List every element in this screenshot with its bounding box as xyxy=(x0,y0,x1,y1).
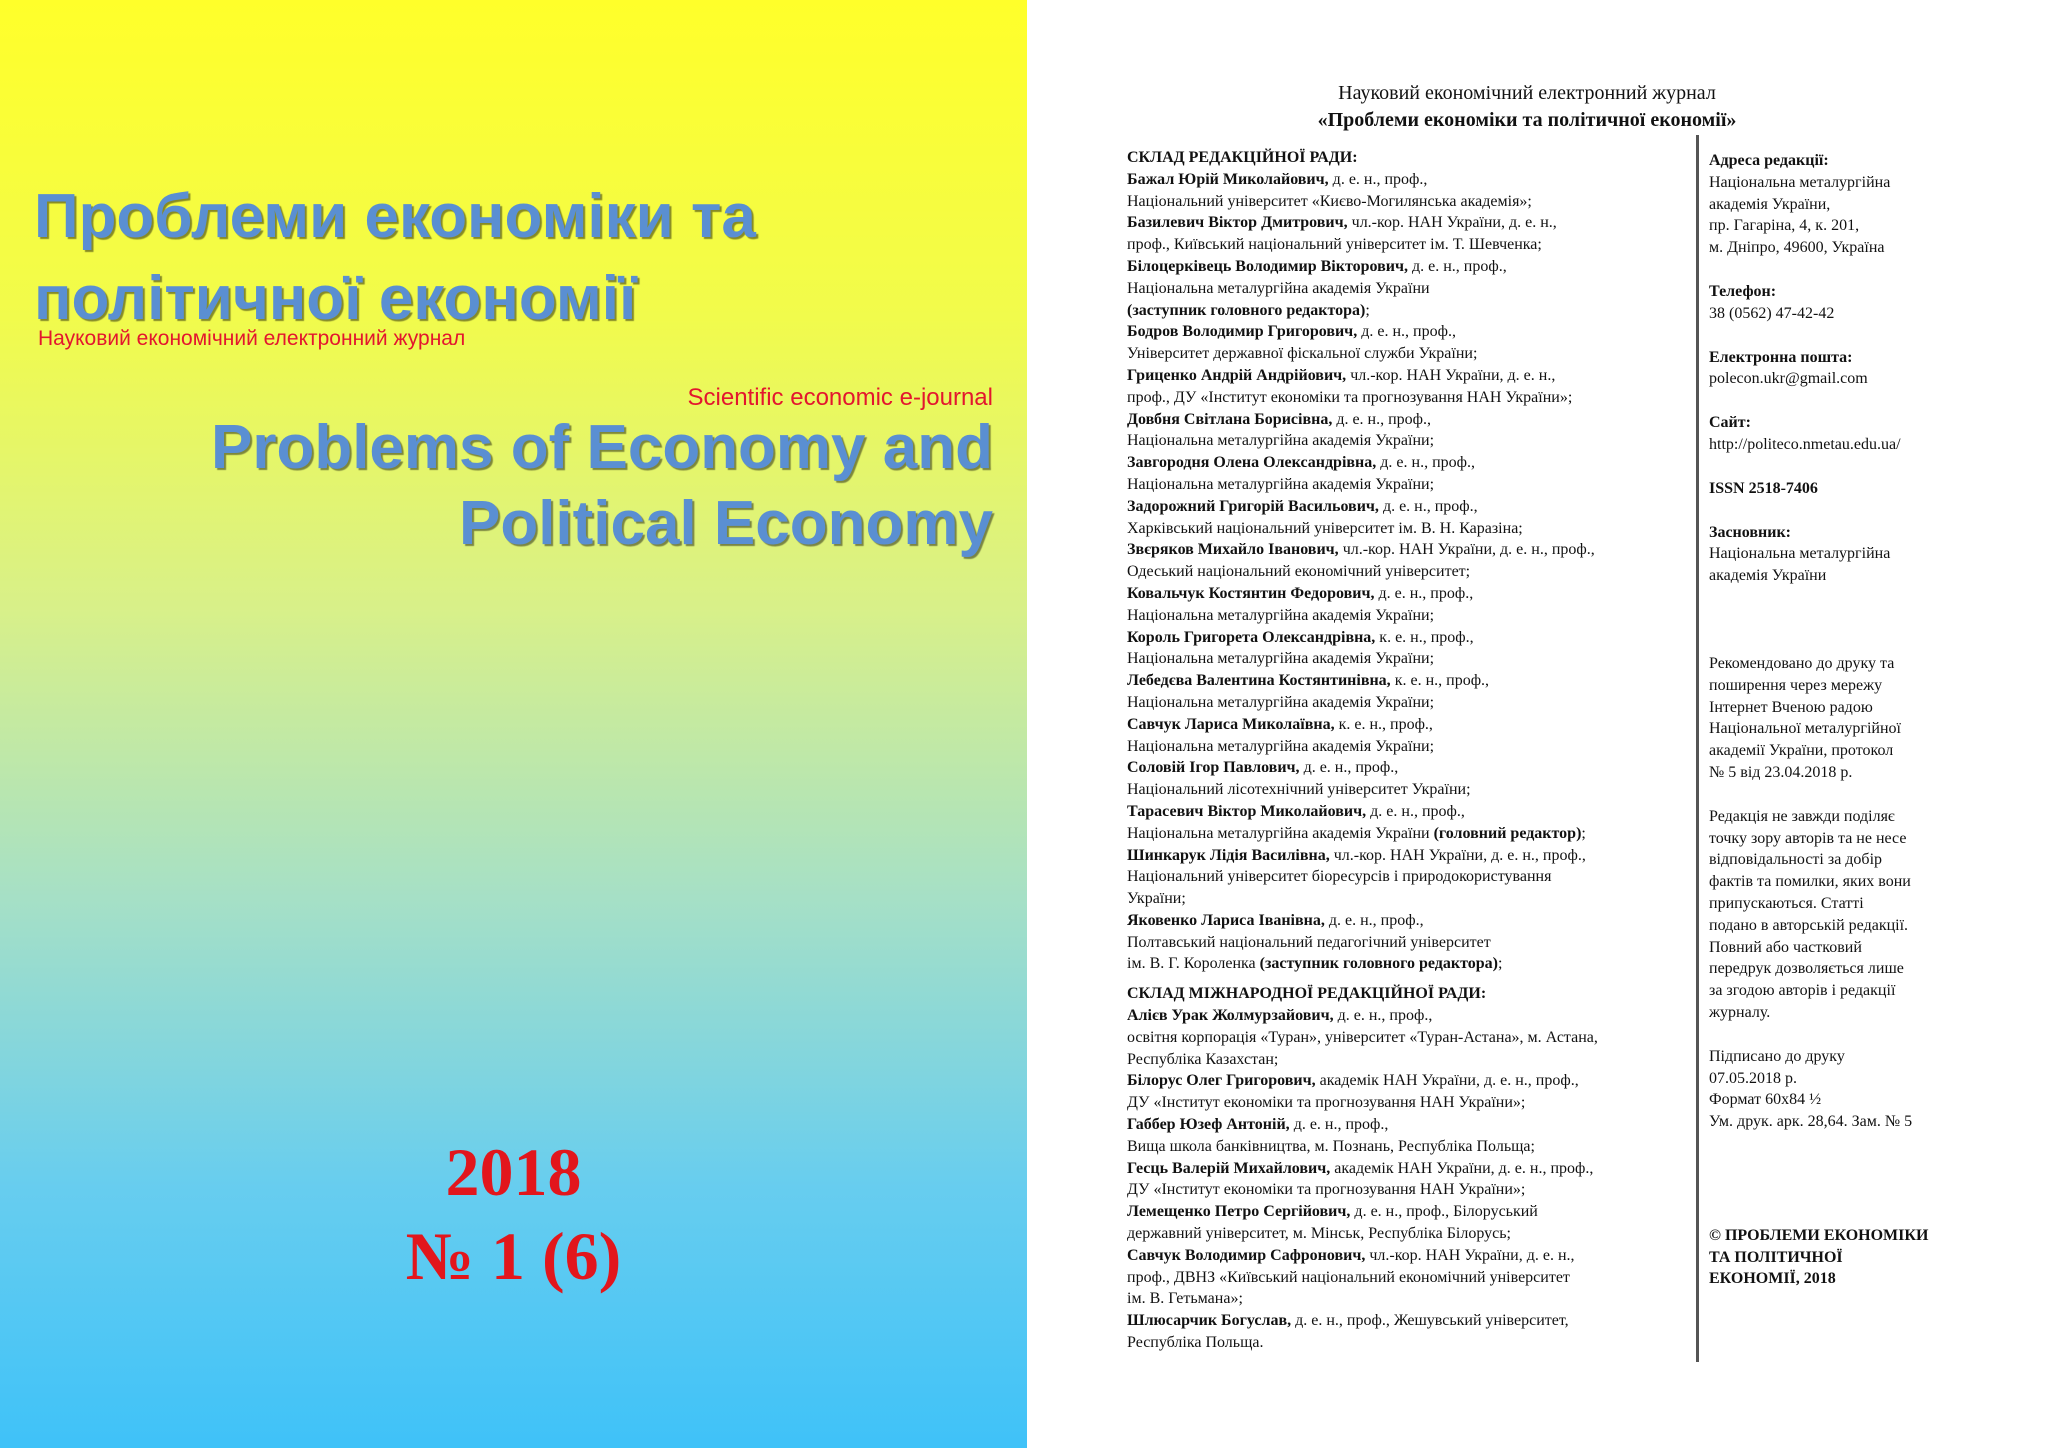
member-first-line xyxy=(1127,212,1717,234)
member-name: Лебедєва Валентина Костянтинівна, xyxy=(1127,672,1391,690)
member-name: Лемещенко Петро Сергійович, xyxy=(1127,1203,1351,1221)
member-first-line xyxy=(1127,1005,1717,1027)
member-name: Завгородня Олена Олександрівна, xyxy=(1127,454,1377,472)
email-value[interactable]: polecon.ukr@gmail.com xyxy=(1709,370,1868,388)
email-block xyxy=(1709,347,1954,391)
recommendation-lines xyxy=(1709,653,1954,784)
imprint-page xyxy=(1027,0,2048,1448)
member-affiliation xyxy=(1127,605,1717,627)
member-first-line xyxy=(1127,1158,1717,1180)
member-affiliation xyxy=(1127,1223,1717,1245)
member-degree: чл.-кор. НАН України, д. е. н., проф., xyxy=(1329,846,1586,864)
member-name: Король Григорета Олександрівна, xyxy=(1127,628,1376,646)
member-degree: чл.-кор. НАН України, д. е. н., xyxy=(1347,214,1557,232)
member-affiliation xyxy=(1127,1092,1717,1114)
text-line: фактів та помилки, яких вони xyxy=(1709,873,1911,891)
affiliation-text: Національний університет «Києво-Могилянська академія»; xyxy=(1127,192,1532,210)
affiliation-text: ДУ «Інститут економіки та прогнозування НАН України»; xyxy=(1127,1181,1526,1199)
member-first-line xyxy=(1127,1201,1717,1223)
cover-title-en-line1: Problems of Economy and xyxy=(210,413,993,482)
address-lines xyxy=(1709,172,1954,259)
column-divider xyxy=(1696,135,1699,1362)
member-name: Довбня Світлана Борисівна, xyxy=(1127,410,1333,428)
member-name: Тарасевич Віктор Миколайович, xyxy=(1127,802,1367,820)
text-line: Інтернет Вченою радою xyxy=(1709,698,1873,716)
text-line: академія України xyxy=(1709,567,1827,585)
member-degree: д. е. н., проф., xyxy=(1376,454,1475,472)
text-line: Повний або частковий xyxy=(1709,938,1862,956)
text-line: Національна металургійна xyxy=(1709,545,1891,563)
text-line: Формат 60х84 ½ xyxy=(1709,1091,1822,1109)
member-affiliation xyxy=(1127,191,1717,213)
board-member xyxy=(1127,256,1717,321)
member-first-line xyxy=(1127,714,1717,736)
member-affiliation xyxy=(1127,1179,1717,1201)
member-first-line xyxy=(1127,670,1717,692)
affiliation-text: Національна металургійна академія України; xyxy=(1127,475,1435,493)
board-member xyxy=(1127,1114,1717,1158)
affiliation-text: Національна металургійна академія України; xyxy=(1127,650,1435,668)
member-role: (заступник головного редактора) xyxy=(1127,301,1366,319)
board-member xyxy=(1127,910,1717,975)
member-degree: д. е. н., проф., xyxy=(1366,802,1465,820)
copyright-block xyxy=(1709,1225,1954,1290)
board-member xyxy=(1127,845,1717,910)
member-name: Савчук Володимир Сафронович, xyxy=(1127,1246,1366,1264)
member-degree: д. е. н., проф., xyxy=(1324,911,1424,929)
member-degree: к. е. н., проф., xyxy=(1334,715,1433,733)
disclaimer-lines xyxy=(1709,806,1954,1024)
member-first-line xyxy=(1127,801,1717,823)
cover-title-ua xyxy=(34,176,756,340)
member-first-line xyxy=(1127,321,1717,343)
member-name: Бодров Володимир Григорович, xyxy=(1127,323,1358,341)
member-name: Шлюсарчик Богуслав, xyxy=(1127,1312,1292,1330)
member-affiliation xyxy=(1127,648,1717,670)
text-line: ТА ПОЛІТИЧНОЇ xyxy=(1709,1248,1843,1266)
member-name: Білорус Олег Григорович, xyxy=(1127,1072,1316,1090)
member-name: Бажал Юрій Миколайович, xyxy=(1127,170,1329,188)
text-line: Ум. друк. арк. 28,64. Зам. № 5 xyxy=(1709,1113,1913,1131)
board-member xyxy=(1127,539,1717,583)
member-degree: академік НАН України, д. е. н., проф., xyxy=(1315,1072,1579,1090)
address-block xyxy=(1709,150,1954,259)
affiliation-text: проф., ДУ «Інститут економіки та прогнозування НАН України»; xyxy=(1127,388,1573,406)
member-affiliation xyxy=(1127,932,1717,954)
site-link[interactable]: http://politeco.nmetau.edu.ua/ xyxy=(1709,435,1901,453)
board-member xyxy=(1127,321,1717,365)
member-affiliation xyxy=(1127,234,1717,256)
member-affiliation xyxy=(1127,866,1717,888)
board-member xyxy=(1127,583,1717,627)
board-member xyxy=(1127,496,1717,540)
member-degree: д. е. н., проф., xyxy=(1289,1116,1389,1134)
header-line1: Науковий економічний електронний журнал xyxy=(1338,82,1716,104)
cover-title-en xyxy=(211,410,993,562)
cover-issue-block xyxy=(0,1130,1027,1298)
site-label: Сайт: xyxy=(1709,414,1751,432)
affiliation-text: Харківський національний університет ім. В. Н. Каразіна; xyxy=(1127,519,1523,537)
member-first-line xyxy=(1127,452,1717,474)
member-degree: д. е. н., проф., xyxy=(1374,584,1474,602)
member-affiliation xyxy=(1127,1332,1717,1354)
member-degree: д. е. н., проф., xyxy=(1407,257,1507,275)
text-line: академії України, протокол xyxy=(1709,742,1894,760)
member-affiliation xyxy=(1127,736,1717,758)
member-affiliation xyxy=(1127,518,1717,540)
member-first-line xyxy=(1127,365,1717,387)
member-first-line xyxy=(1127,910,1717,932)
member-name: Алієв Урак Жолмурзайович, xyxy=(1127,1007,1334,1025)
affiliation-text: Національний лісотехнічний університет України; xyxy=(1127,781,1471,799)
phone-label: Телефон: xyxy=(1709,282,1777,300)
member-name: Шинкарук Лідія Василівна, xyxy=(1127,846,1330,864)
member-affiliation xyxy=(1127,1136,1717,1158)
text-line: передрук дозволяється лише xyxy=(1709,960,1904,978)
text-line: журналу. xyxy=(1709,1003,1771,1021)
affiliation-text: Національний університет біоресурсів і природокористування xyxy=(1127,868,1552,886)
board-member xyxy=(1127,212,1717,256)
member-first-line xyxy=(1127,1114,1717,1136)
disclaimer-block xyxy=(1709,806,1954,1024)
member-role: (заступник головного редактора) xyxy=(1259,955,1498,973)
cover-issue-number: № 1 (6) xyxy=(405,1218,622,1294)
member-name: Ковальчук Костянтин Федорович, xyxy=(1127,584,1375,602)
member-first-line xyxy=(1127,496,1717,518)
member-degree: чл.-кор. НАН України, д. е. н., xyxy=(1365,1246,1575,1264)
member-name: Звєряков Михайло Іванович, xyxy=(1127,541,1339,559)
cover-title-ua-line2: політичної економії xyxy=(34,264,637,333)
affiliation-text: Національна металургійна академія України; xyxy=(1127,432,1435,450)
member-name: Яковенко Лариса Іванівна, xyxy=(1127,911,1325,929)
affiliation-text: ДУ «Інститут економіки та прогнозування НАН України»; xyxy=(1127,1094,1526,1112)
cover-subtitle-ua: Науковий економічний електронний журнал xyxy=(38,327,466,350)
affiliation-text: Республіка Польща. xyxy=(1127,1334,1264,1352)
board-members-list xyxy=(1127,169,1717,975)
punct: ; xyxy=(1365,301,1370,319)
affiliation-text: Національна металургійна академія України; xyxy=(1127,606,1435,624)
page-header xyxy=(1027,80,2027,134)
member-first-line xyxy=(1127,1310,1717,1332)
member-degree: д. е. н., проф., Білоруський xyxy=(1350,1203,1538,1221)
member-role-line xyxy=(1127,953,1717,975)
text-line: Національна металургійна xyxy=(1709,173,1891,191)
member-degree: д. е. н., проф., Жешувський університет, xyxy=(1291,1312,1569,1330)
board-member xyxy=(1127,452,1717,496)
member-affiliation xyxy=(1127,278,1717,300)
affiliation-text: України; xyxy=(1127,890,1186,908)
member-affiliation xyxy=(1127,1267,1717,1289)
text-line: припускаються. Статті xyxy=(1709,894,1864,912)
member-degree: к. е. н., проф., xyxy=(1375,628,1474,646)
imprint-sidebar xyxy=(1709,150,1954,1312)
text-line: Національної металургійної xyxy=(1709,720,1901,738)
board-member xyxy=(1127,409,1717,453)
member-affiliation xyxy=(1127,1288,1717,1310)
founder-label: Засновник: xyxy=(1709,523,1791,541)
member-affiliation xyxy=(1127,823,1717,845)
punct: ; xyxy=(1497,955,1503,973)
member-degree: чл.-кор. НАН України, д. е. н., проф., xyxy=(1338,541,1595,559)
board-member xyxy=(1127,1005,1717,1070)
member-affiliation xyxy=(1127,561,1717,583)
punct: ; xyxy=(1581,824,1586,842)
affiliation-text: Університет державної фіскальної служби України; xyxy=(1127,345,1478,363)
text-line: відповідальності за добір xyxy=(1709,851,1883,869)
cover-title-en-line2: Political Economy xyxy=(458,489,993,558)
affiliation-text: ім. В. Г. Короленка xyxy=(1127,955,1260,973)
copyright-lines xyxy=(1709,1225,1954,1290)
member-name: Савчук Лариса Миколаївна, xyxy=(1127,715,1335,733)
member-degree: академік НАН України, д. е. н., проф., xyxy=(1330,1159,1594,1177)
board-member xyxy=(1127,1158,1717,1202)
text-line: ЕКОНОМІЇ, 2018 xyxy=(1709,1270,1836,1288)
cover-subtitle-en: Scientific economic e-journal xyxy=(687,384,993,411)
member-first-line xyxy=(1127,169,1717,191)
affiliation-text: освітня корпорація «Туран», університет «Туран-Астана», м. Астана, xyxy=(1127,1028,1598,1046)
member-role: (головний редактор) xyxy=(1429,824,1582,842)
member-name: Гриценко Андрій Андрійович, xyxy=(1127,366,1347,384)
board-member xyxy=(1127,1310,1717,1354)
text-line: поширення через мережу xyxy=(1709,676,1883,694)
member-first-line xyxy=(1127,627,1717,649)
member-degree: д. е. н., проф., xyxy=(1357,323,1456,341)
editorial-boards xyxy=(1127,147,1717,1354)
affiliation-text: державний університет, м. Мінськ, Республіка Білорусь; xyxy=(1127,1225,1511,1243)
affiliation-text: Одеський національний економічний університет; xyxy=(1127,563,1471,581)
affiliation-text: проф., ДВНЗ «Київський національний економічний університет xyxy=(1127,1268,1570,1286)
text-line: академія України, xyxy=(1709,195,1831,213)
intl-board-heading: СКЛАД МІЖНАРОДНОЇ РЕДАКЦІЙНОЇ РАДИ: xyxy=(1127,985,1487,1003)
print-info-lines xyxy=(1709,1046,1954,1133)
intl-board-members-list xyxy=(1127,1005,1717,1354)
phone-block xyxy=(1709,281,1954,325)
member-degree: д. е. н., проф., xyxy=(1332,410,1432,428)
text-line: пр. Гагаріна, 4, к. 201, xyxy=(1709,217,1860,235)
member-affiliation xyxy=(1127,888,1717,910)
text-line: Підписано до друку xyxy=(1709,1047,1845,1065)
text-line: © ПРОБЛЕМИ ЕКОНОМІКИ xyxy=(1709,1226,1929,1244)
member-first-line xyxy=(1127,539,1717,561)
cover-title-ua-line1: Проблеми економіки та xyxy=(34,182,756,251)
issn-block xyxy=(1709,478,1954,500)
board-member xyxy=(1127,627,1717,671)
text-line: Рекомендовано до друку та xyxy=(1709,654,1895,672)
member-degree: д. е. н., проф., xyxy=(1378,497,1478,515)
member-affiliation xyxy=(1127,692,1717,714)
affiliation-text: Національна металургійна академія України; xyxy=(1127,737,1435,755)
affiliation-text: Національна металургійна академія України xyxy=(1127,824,1430,842)
board-member xyxy=(1127,1201,1717,1245)
board-member xyxy=(1127,714,1717,758)
founder-block xyxy=(1709,522,1954,587)
board-member xyxy=(1127,1245,1717,1310)
member-first-line xyxy=(1127,583,1717,605)
member-first-line xyxy=(1127,1070,1717,1092)
site-block xyxy=(1709,412,1954,456)
print-info-block xyxy=(1709,1046,1954,1133)
text-line: № 5 від 23.04.2018 р. xyxy=(1709,763,1853,781)
issn-value: ISSN 2518-7406 xyxy=(1709,479,1818,497)
text-line: 07.05.2018 р. xyxy=(1709,1069,1797,1087)
member-affiliation xyxy=(1127,343,1717,365)
member-affiliation xyxy=(1127,430,1717,452)
text-line: Редакція не завжди поділяє xyxy=(1709,807,1895,825)
member-name: Гесць Валерій Михайлович, xyxy=(1127,1159,1331,1177)
member-first-line xyxy=(1127,757,1717,779)
member-name: Задорожний Григорій Васильович, xyxy=(1127,497,1379,515)
text-line: подано в авторській редакції. xyxy=(1709,916,1909,934)
member-first-line xyxy=(1127,256,1717,278)
phone-value: 38 (0562) 47-42-42 xyxy=(1709,304,1835,322)
email-label: Електронна пошта: xyxy=(1709,348,1853,366)
affiliation-text: Національна металургійна академія України; xyxy=(1127,693,1435,711)
founder-lines xyxy=(1709,543,1954,587)
cover-year: 2018 xyxy=(445,1134,582,1210)
board-member xyxy=(1127,670,1717,714)
member-degree: к. е. н., проф., xyxy=(1390,672,1490,690)
member-degree: д. е. н., проф., xyxy=(1299,759,1399,777)
board-member xyxy=(1127,169,1717,213)
member-name: Соловій Ігор Павлович, xyxy=(1127,759,1300,777)
member-degree: чл.-кор. НАН України, д. е. н., xyxy=(1346,366,1556,384)
member-role-line xyxy=(1127,300,1717,322)
board-member xyxy=(1127,757,1717,801)
address-label: Адреса редакції: xyxy=(1709,152,1829,169)
affiliation-text: проф., Київський національний університет ім. Т. Шевченка; xyxy=(1127,236,1542,254)
board-heading: СКЛАД РЕДАКЦІЙНОЇ РАДИ: xyxy=(1127,149,1358,166)
member-name: Габбер Юзеф Антоній, xyxy=(1127,1116,1290,1134)
member-affiliation xyxy=(1127,387,1717,409)
member-name: Базилевич Віктор Дмитрович, xyxy=(1127,214,1348,232)
board-member xyxy=(1127,801,1717,845)
member-first-line xyxy=(1127,409,1717,431)
header-line2: «Проблеми економіки та політичної економії» xyxy=(1317,109,1737,131)
text-line: за згодою авторів і редакції xyxy=(1709,982,1896,1000)
member-degree: д. е. н., проф., xyxy=(1333,1007,1433,1025)
board-member xyxy=(1127,1070,1717,1114)
recommendation-block xyxy=(1709,653,1954,784)
member-affiliation xyxy=(1127,779,1717,801)
member-first-line xyxy=(1127,1245,1717,1267)
affiliation-text: ім. В. Гетьмана»; xyxy=(1127,1290,1243,1308)
member-affiliation xyxy=(1127,1027,1717,1049)
text-line: м. Дніпро, 49600, Україна xyxy=(1709,239,1885,257)
board-member xyxy=(1127,365,1717,409)
member-first-line xyxy=(1127,845,1717,867)
member-affiliation xyxy=(1127,1049,1717,1071)
member-affiliation xyxy=(1127,474,1717,496)
affiliation-text: Вища школа банківництва, м. Познань, Республіка Польща; xyxy=(1127,1137,1535,1155)
member-degree: д. е. н., проф., xyxy=(1328,170,1428,188)
text-line: точку зору авторів та не несе xyxy=(1709,829,1907,847)
affiliation-text: Національна металургійна академія України xyxy=(1127,279,1430,297)
affiliation-text: Полтавський національний педагогічний університет xyxy=(1127,933,1491,951)
member-name: Білоцерківець Володимир Вікторович, xyxy=(1127,257,1408,275)
affiliation-text: Республіка Казахстан; xyxy=(1127,1050,1279,1068)
